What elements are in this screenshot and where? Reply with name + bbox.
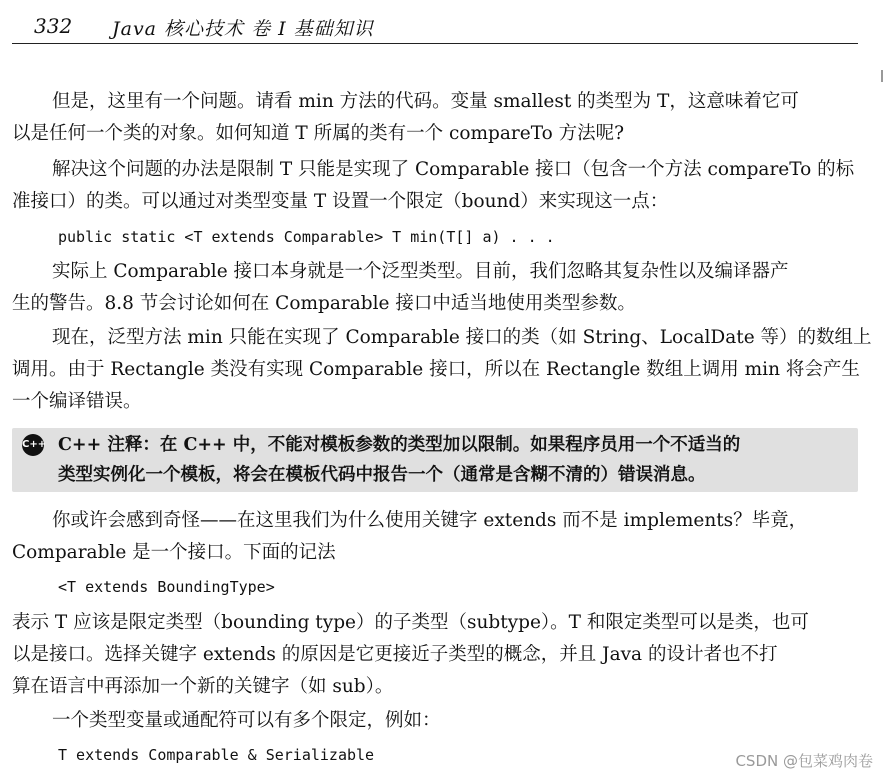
- code-snippet: <T extends BoundingType>: [58, 578, 275, 596]
- page-header: [12, 10, 858, 44]
- paragraph-line: 生的警告。8.8 节会讨论如何在 Comparable 接口中适当地使用类型参数。: [12, 293, 636, 314]
- paragraph-line: 现在，泛型方法 min 只能在实现了 Comparable 接口的类（如 String、LocalDate 等）的数组上: [52, 327, 872, 348]
- margin-mark: [881, 70, 883, 82]
- paragraph-line: 准接口）的类。可以通过对类型变量 T 设置一个限定（bound）来实现这一点：: [12, 191, 669, 212]
- paragraph-line: 但是，这里有一个问题。请看 min 方法的代码。变量 smallest 的类型为 T，这意味着它可: [52, 91, 799, 112]
- cpp-note-box: [12, 428, 858, 492]
- paragraph-line: 一个编译错误。: [12, 391, 142, 412]
- paragraph-line: 一个类型变量或通配符可以有多个限定，例如：: [52, 710, 441, 731]
- paragraph-line: 实际上 Comparable 接口本身就是一个泛型类型。目前，我们忽略其复杂性以及编译器产: [52, 261, 789, 282]
- header-rule: [12, 43, 858, 44]
- running-title: Java 核心技术 卷 I 基础知识: [112, 18, 374, 40]
- note-line: 类型实例化一个模板，将会在模板代码中报告一个（通常是含糊不清的）错误消息。: [58, 465, 706, 485]
- paragraph-line: 以是任何一个类的对象。如何知道 T 所属的类有一个 compareTo 方法呢?: [12, 123, 625, 144]
- paragraph-line: 算在语言中再添加一个新的关键字（如 sub）。: [12, 676, 394, 697]
- paragraph-line: Comparable 是一个接口。下面的记法: [12, 542, 336, 563]
- paragraph-line: 以是接口。选择关键字 extends 的原因是它更接近子类型的概念，并且 Java 的设计者也不打: [12, 644, 778, 665]
- csdn-watermark: CSDN @包菜鸡肉卷: [735, 752, 873, 770]
- paragraph-line: 解决这个问题的办法是限制 T 只能是实现了 Comparable 接口（包含一个方法 compareTo 的标: [52, 159, 855, 180]
- paragraph-line: 你或许会感到奇怪——在这里我们为什么使用关键字 extends 而不是 implements？毕竟，: [52, 510, 808, 531]
- note-line: C++ 注释：在 C++ 中，不能对模板参数的类型加以限制。如果程序员用一个不适当的: [58, 435, 741, 455]
- cpp-badge-icon: C++: [22, 434, 44, 456]
- code-snippet: T extends Comparable & Serializable: [58, 746, 375, 764]
- page-number: 332: [34, 14, 73, 38]
- code-snippet: public static <T extends Comparable> T min(T[] a) . . .: [58, 228, 555, 246]
- paragraph-line: 表示 T 应该是限定类型（bounding type）的子类型（subtype）。T 和限定类型可以是类，也可: [12, 612, 809, 633]
- paragraph-line: 调用。由于 Rectangle 类没有实现 Comparable 接口，所以在 Rectangle 数组上调用 min 将会产生: [12, 359, 860, 380]
